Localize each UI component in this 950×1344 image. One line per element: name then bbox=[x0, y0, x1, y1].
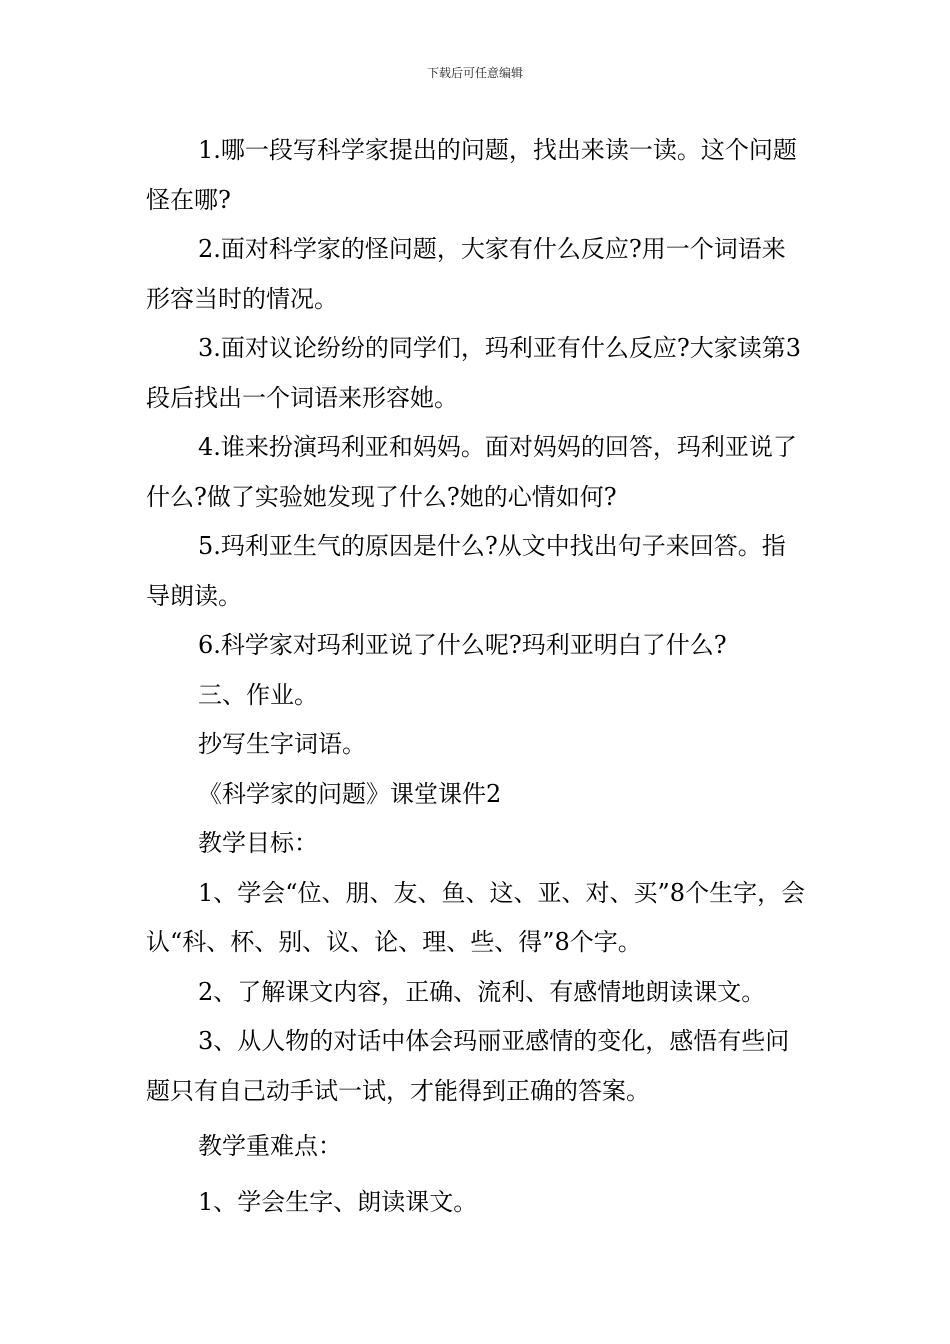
paragraph-objective-1: 1、学会“位、朋、友、鱼、这、亚、对、买”8个生字，会认“科、杯、别、议、论、理、些、得”8个字。 bbox=[146, 878, 806, 956]
section-heading-homework: 三、作业。 bbox=[198, 680, 318, 709]
document-body bbox=[146, 126, 806, 1227]
paragraph-question-6: 6.科学家对玛利亚说了什么呢?玛利亚明白了什么? bbox=[198, 631, 727, 659]
paragraph-question-4: 4.谁来扮演玛利亚和妈妈。面对妈妈的回答，玛利亚说了什么?做了实验她发现了什么?她的心情如何? bbox=[146, 433, 797, 511]
paragraph-homework-task: 抄写生字词语。 bbox=[198, 730, 366, 758]
paragraph-question-1: 1.哪一段写科学家提出的问题，找出来读一读。这个问题怪在哪? bbox=[146, 136, 797, 214]
paragraph-objective-2: 2、了解课文内容，正确、流利、有感情地朗读课文。 bbox=[198, 977, 766, 1006]
document-title-part2: 《科学家的问题》课堂课件2 bbox=[198, 779, 502, 808]
section-heading-objectives: 教学目标： bbox=[198, 829, 318, 857]
paragraph-objective-3: 3、从人物的对话中体会玛丽亚感情的变化，感悟有些问题只有自己动手试一试，才能得到正确的答案。 bbox=[146, 1027, 790, 1105]
paragraph-question-2: 2.面对科学家的怪问题，大家有什么反应?用一个词语来形容当时的情况。 bbox=[146, 235, 786, 313]
paragraph-question-5: 5.玛利亚生气的原因是什么?从文中找出句子来回答。指导朗读。 bbox=[146, 532, 786, 610]
paragraph-question-3: 3.面对议论纷纷的同学们，玛利亚有什么反应?大家读第3段后找出一个词语来形容她。 bbox=[146, 334, 802, 412]
section-heading-key-points: 教学重难点： bbox=[198, 1132, 342, 1160]
page-header: 下载后可任意编辑 bbox=[426, 66, 523, 80]
paragraph-key-point-1: 1、学会生字、朗读课文。 bbox=[198, 1187, 478, 1216]
